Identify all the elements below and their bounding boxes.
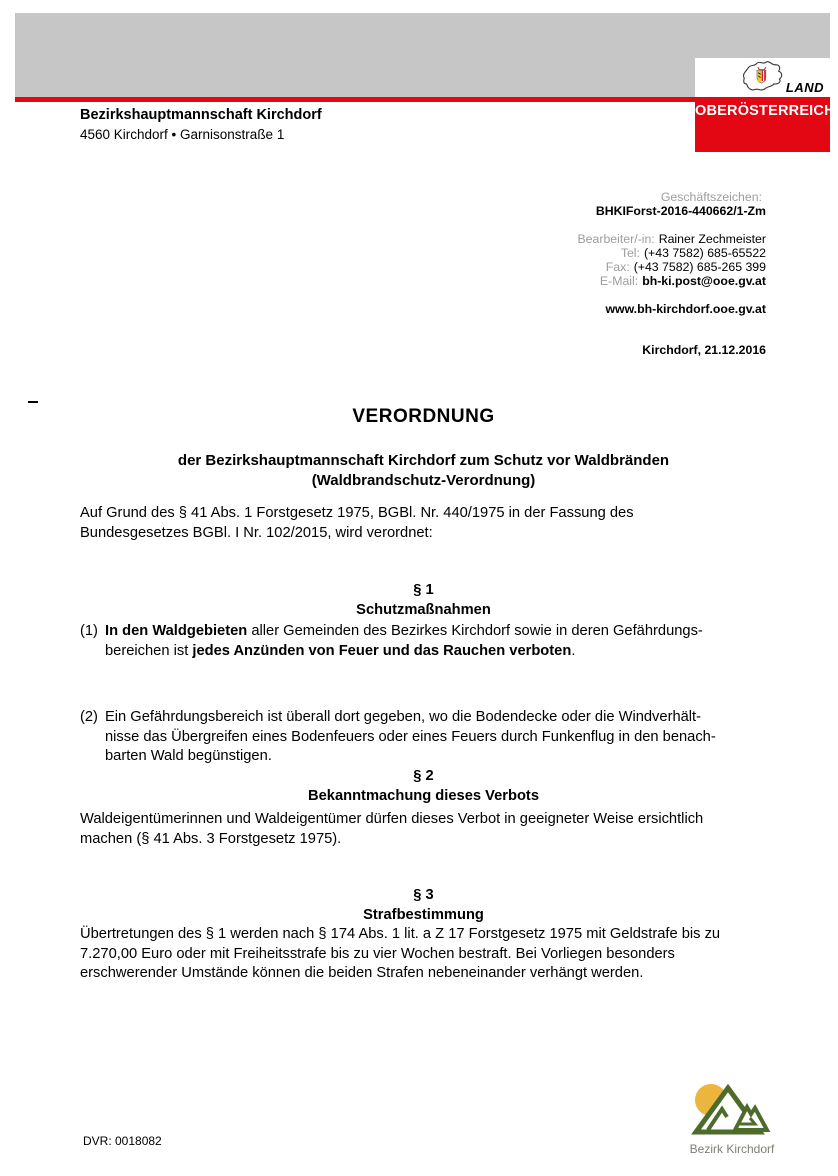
section-3-body: Übertretungen des § 1 werden nach § 174 Abs. 1 lit. a Z 17 Forstgesetz 1975 mit Geldstrafe bis zu 7.270,00 Euro oder mit Freiheitsstrafe bis zu vier Wochen bestraft. Bei Vorliegen besonders erschwerender Umstände können die beiden Strafen nebeneinander verhängt werden. — [80, 926, 721, 981]
document-subtitle: der Bezirkshauptmannschaft Kirchdorf zum Schutz vor Waldbränden (Waldbrandschutz-Verordnung) — [177, 452, 670, 489]
logo-region-label: OBERÖSTERREICH — [695, 103, 835, 119]
section-2-body: Waldeigentümerinnen und Waldeigentümer dürfen dieses Verbot in geeigneter Weise ersichtlich machen (§ 41 Abs. 3 Forstgesetz 1975). — [80, 811, 704, 847]
bezirk-kirchdorf-logo — [682, 1082, 782, 1156]
section-2-heading: § 2 Bekanntmachung dieses Verbots — [308, 768, 539, 804]
reference-number: BHKIForst-2016-440662/1-Zm — [595, 204, 766, 218]
land-ooe-logo — [695, 58, 835, 152]
section-1-heading: § 1 Schutzmaßnahmen — [356, 582, 491, 618]
bezirk-logo-caption: Bezirk Kirchdorf — [689, 1142, 775, 1156]
document-title: VERORDNUNG — [352, 406, 495, 427]
intro-paragraph: Auf Grund des § 41 Abs. 1 Forstgesetz 1975, BGBl. Nr. 440/1975 in der Fassung des Bundesgesetzes BGBl. I Nr. 102/2015, wird verordnet: — [80, 505, 634, 541]
item-marker: (1) — [80, 623, 98, 639]
logo-red-panel — [695, 97, 835, 152]
header-red-stripe — [15, 97, 696, 102]
website-url: www.bh-kirchdorf.ooe.gv.at — [605, 302, 766, 316]
dvr-number: DVR: 0018082 — [83, 1134, 162, 1148]
email-row: E-Mail: bh-ki.post@ooe.gv.at — [599, 274, 766, 288]
section-1-item-1: (1) In den Waldgebieten aller Gemeinden des Bezirkes Kirchdorf sowie in deren Gefährdungs- bereichen ist jedes Anzünden von Feuer und das Rauchen verboten. — [80, 623, 703, 659]
fax-row: Fax: (+43 7582) 685-265 399 — [605, 260, 766, 274]
logo-land-label: LAND — [785, 80, 824, 95]
sender-name: Bezirkshauptmannschaft Kirchdorf — [80, 107, 322, 123]
section-1-item-2: (2) Ein Gefährdungsbereich ist überall dort gegeben, wo die Bodendecke oder die Windverhält- nisse das Übergreifen eines Bodenfeuers oder eines Feuers durch Funkenflug in den benach- barten Wald begünstigen. — [80, 709, 716, 764]
logo-white-panel — [695, 58, 830, 97]
sun-mountains-icon — [690, 1082, 774, 1136]
sender-block — [80, 107, 322, 142]
contact-block — [577, 190, 766, 357]
email-address: bh-ki.post@ooe.gv.at — [642, 274, 766, 288]
sender-address: 4560 Kirchdorf • Garnisonstraße 1 — [80, 127, 285, 142]
place-date: Kirchdorf, 21.12.2016 — [642, 343, 766, 357]
editor-row: Bearbeiter/-in: Rainer Zechmeister — [577, 232, 766, 246]
upper-austria-map-icon — [737, 59, 785, 96]
fold-mark — [28, 401, 38, 403]
section-3-heading: § 3 Strafbestimmung — [363, 887, 484, 923]
reference-label: Geschäftszeichen: — [660, 190, 762, 204]
phone-row: Tel: (+43 7582) 685-65522 — [620, 246, 766, 260]
item-marker: (2) — [80, 709, 98, 725]
